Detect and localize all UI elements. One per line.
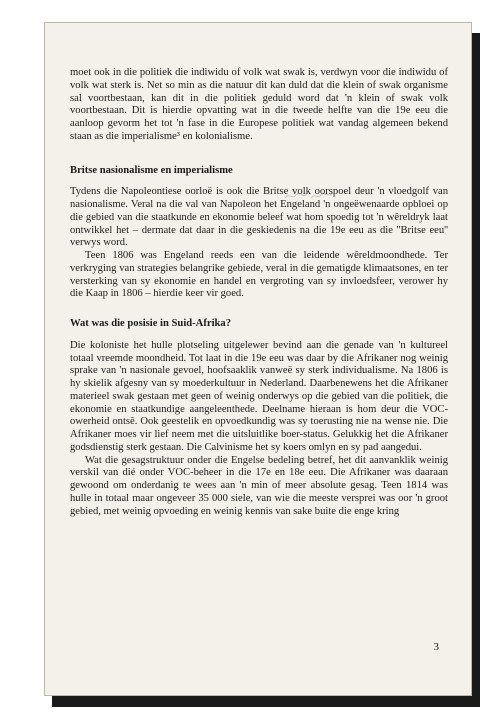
document-page [44,22,472,696]
paragraph: Teen 1806 was Engeland reeds een van die leidende wêreldmoondhede. Ter verkryging van strategies belangrike gebiede, veral in die gematigde klimaatsones, en ter versterking van sy ekonomie en handel en vergroting van sy invloedsfeer, verower hy die Kaap in 1806 – hierdie keer vir goed. [70,250,448,300]
document-body [70,67,448,518]
paragraph: Wat die gesagstruktuur onder die Engelse bedeling betref, het dit aanvanklik weinig verskil van dié onder VOC-beheer in die 17e en 18e eeu. Die Afrikaner was daaraan gewoond om onderdanig te wees aan 'n min of meer absolute gesag. Teen 1814 was hulle in totaal maar ongeveer 35 000 siele, van wie die meeste versprei was oor 'n groot gebied, met weinig opvoeding en weinig kennis van sake buite die enge kring [70,454,448,517]
page-number: 3 [433,641,439,653]
paragraph: Die koloniste het hulle plotseling uitgelewer bevind aan die genade van 'n kultureel totaal vreemde moondheid. Tot laat in die 19e eeu was daar by die Afrikaner nog weinig sprake van 'n nasionale gevoel, hoofsaaklik vanweë sy sterk individualisme. Na 1806 is hy skielik afgesny van sy moederkultuur in Nederland. Daarbenewens het die Afrikaner materieel swak gestaan met geen of weinig onderwys op die gebied van die politiek, die ekonomie en staatkundige aangeleenthede. Deelname hieraan is hom deur die VOC-owerheid ontsê. Ook geestelik en opvoedkundig was sy toerusting nie na wense nie. Die Afrikaner moes vir lief neem met die uitsluitlike boer-status. Gelukkig het die Afrikaner godsdienstig sterk gestaan. Die Calvinisme het sy koers omlyn en sy pad aangedui. [70,339,448,453]
section-heading-britse-nasionalisme: Britse nasionalisme en imperialisme [70,164,233,176]
intro-paragraph: moet ook in die politiek die indiwidu of volk wat swak is, verdwyn voor die indiwidu of volk wat sterk is. Net so min as die natuur dit kan duld dat die klein of swak organisme sal voortbestaan, kan dit in die politiek geduld word dat 'n klein of swak volk voortbestaan. Dit is hierdie opvatting wat in die tweede helfte van die 19e eeu die aanloop gevorm het tot 'n fase in die Europese politiek wat vandag algemeen bekend staan as die imperialisme³ en kolonialisme. [70,67,448,142]
section-heading-posisie-suid-afrika: Wat was die posisie in Suid-Afrika? [70,318,231,329]
paragraph: Tydens die Napoleontiese oorloë is ook die Britse volk oorspoel deur 'n vloedgolf van nasionalisme. Veral na die val van Napoleon het Engeland 'n ongeëwenaarde opbloei op die gebied van die staatkunde en ekonomie beleef wat hom spoedig tot 'n wêreldryk laat ontwikkel het – dermate dat daar in die geskiedenis na die 19e eeu as die ''Britse eeu'' verwys word. [70,186,448,249]
